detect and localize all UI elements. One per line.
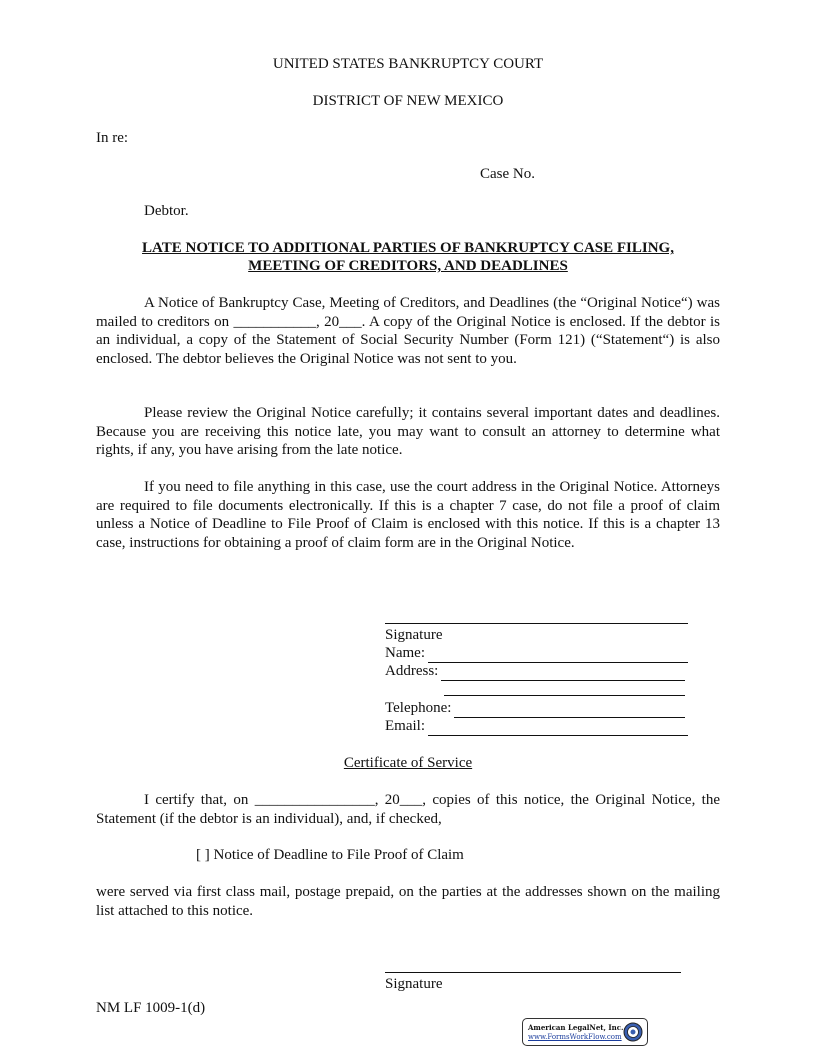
certificate-signature-label: Signature	[385, 976, 443, 992]
document-title-line2: MEETING OF CREDITORS, AND DEADLINES	[248, 258, 568, 274]
certificate-paragraph-2: were served via first class mail, postage prepaid, on the parties at the addresses shown on the mailing list attached to this notice.	[96, 884, 720, 919]
address-second-line[interactable]	[444, 695, 685, 696]
telephone-label: Telephone:	[385, 700, 452, 716]
body-paragraph-3: If you need to file anything in this case, use the court address in the Original Notice. Attorneys are required to file documents electronically. If this is a chapter 7 case, do not file a proof of claim unless a Notice of Deadline to File Proof of Claim is enclosed with this notice. If this is a chapter 13 case, instructions for obtaining a proof of claim form are in the Original Notice.	[96, 479, 720, 551]
email-field-line[interactable]	[428, 721, 688, 736]
form-id: NM LF 1009-1(d)	[96, 1000, 206, 1016]
body-paragraph-2: Please review the Original Notice carefully; it contains several important dates and deadlines. Because you are receiving this notice late, you may want to consult an attorney to determine what rights, if any, you have arising from the late notice.	[96, 405, 720, 458]
district-name: DISTRICT OF NEW MEXICO	[312, 93, 504, 109]
case-no-label: Case No.	[480, 166, 535, 182]
telephone-field-line[interactable]	[454, 703, 685, 718]
address-field-row[interactable]	[385, 662, 685, 681]
court-name: UNITED STATES BANKRUPTCY COURT	[272, 56, 544, 72]
address-field-line[interactable]	[441, 666, 685, 681]
name-label: Name:	[385, 645, 425, 661]
certificate-signature-line[interactable]	[385, 972, 681, 973]
globe-icon	[623, 1022, 643, 1042]
debtor-label: Debtor.	[144, 203, 189, 219]
name-field-row[interactable]	[385, 644, 688, 663]
email-label: Email:	[385, 718, 425, 734]
certificate-heading: Certificate of Service	[343, 755, 473, 771]
name-field-line[interactable]	[428, 648, 688, 663]
address-label: Address:	[385, 663, 439, 679]
american-legalnet-logo[interactable]	[522, 1018, 648, 1046]
logo-website-link[interactable]: www.FormsWorkFlow.com	[528, 1033, 622, 1041]
proof-of-claim-checkbox[interactable]: [ ] Notice of Deadline to File Proof of Claim	[196, 847, 464, 863]
signature-line[interactable]	[385, 623, 688, 624]
in-re-label: In re:	[96, 130, 129, 146]
certificate-paragraph-1: I certify that, on ________________, 20___, copies of this notice, the Original Notice, the Statement (if the debtor is an individual), and, if checked,	[96, 792, 720, 827]
signature-label: Signature	[385, 627, 443, 643]
email-field-row[interactable]	[385, 717, 688, 736]
logo-company-name: American LegalNet, Inc.	[528, 1023, 624, 1032]
telephone-field-row[interactable]	[385, 699, 685, 718]
body-paragraph-1: A Notice of Bankruptcy Case, Meeting of Creditors, and Deadlines (the “Original Notice“) was mailed to creditors on ___________, 20___. A copy of the Original Notice is enclosed. If the debtor is an individual, a copy of the Statement of Social Security Number (Form 121) (“Statement“) is also enclosed. The debtor believes the Original Notice was not sent to you.	[96, 295, 720, 367]
document-title-line1: LATE NOTICE TO ADDITIONAL PARTIES OF BANKRUPTCY CASE FILING,	[142, 240, 674, 256]
